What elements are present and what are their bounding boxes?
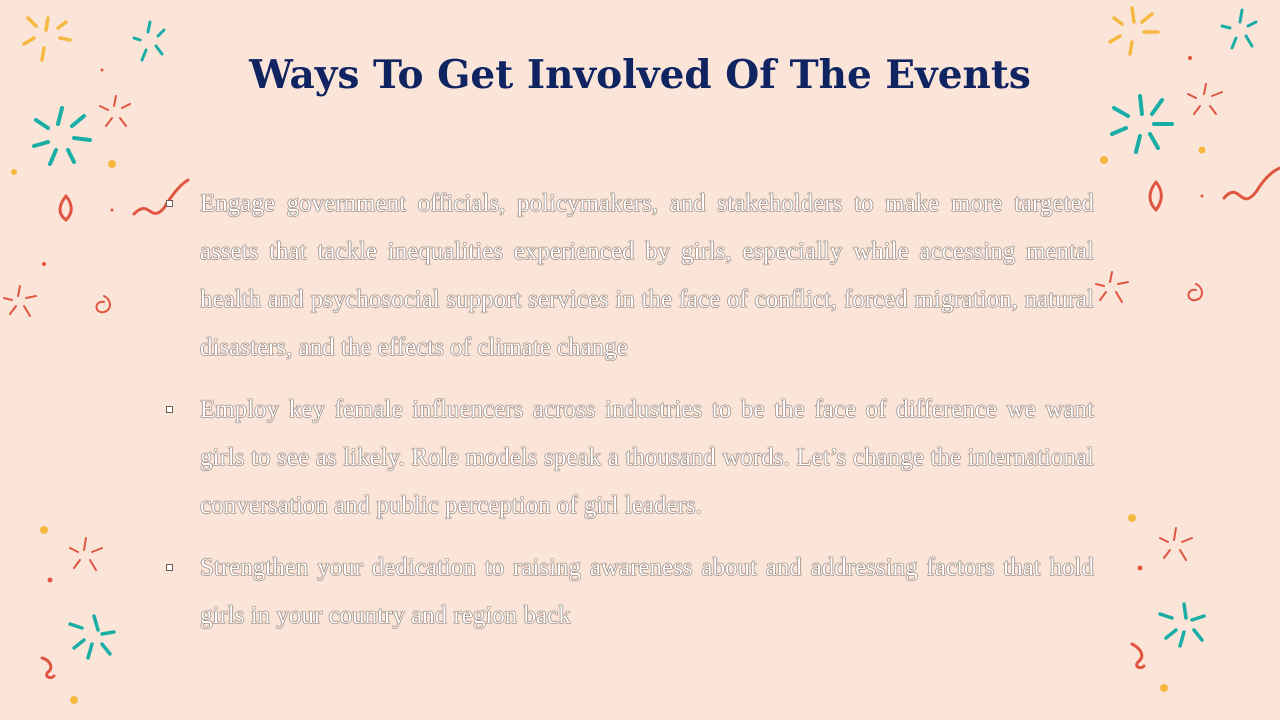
burst-teal-bottom-left	[70, 616, 114, 658]
squiggle-red-bottom-right	[1132, 644, 1144, 668]
burst-teal-top-right-small	[1222, 10, 1256, 48]
bullet-item	[162, 180, 1094, 372]
burst-red-bottom-right	[1160, 528, 1192, 560]
square-bullet-icon	[166, 564, 173, 571]
bullet-item	[162, 386, 1094, 530]
burst-yellow-top-right	[1110, 8, 1158, 54]
burst-red-left-top	[100, 96, 130, 126]
burst-red-mid-left	[4, 286, 36, 316]
squiggle-red-right-1	[1150, 182, 1161, 210]
curl-red-right	[1189, 284, 1203, 300]
burst-teal-right	[1112, 96, 1172, 152]
squiggle-red-left-1	[60, 196, 71, 220]
bullet-text: Employ key female influencers across industries to be the face of difference we want girls to see as likely. Role models speak a thousand words. Let’s change the international conversation and public perception of girl leaders.	[200, 396, 1094, 519]
curl-red-left	[97, 296, 111, 312]
squiggle-red-right-2	[1224, 168, 1280, 199]
bullet-text: Engage government officials, policymakers, and stakeholders to make more targeted assets that tackle inequalities experienced by girls, especially while accessing mental health and psychosocial support services in the face of conflict, forced migration, natural disasters, and the effects of climate change	[200, 190, 1094, 361]
bullet-list	[162, 180, 1094, 654]
squiggle-red-bottom-left	[42, 658, 54, 678]
burst-red-right-mid	[1096, 272, 1128, 302]
bullet-item	[162, 544, 1094, 640]
slide-title: Ways To Get Involved Of The Events	[249, 52, 1031, 98]
burst-teal-left	[34, 108, 90, 164]
square-bullet-icon	[166, 200, 173, 207]
burst-red-bottom-left	[70, 538, 102, 570]
bullet-text: Strengthen your dedication to raising awareness about and addressing factors that hold girls in your country and region back	[200, 554, 1094, 629]
burst-teal-bottom-right	[1160, 604, 1204, 646]
square-bullet-icon	[166, 406, 173, 413]
